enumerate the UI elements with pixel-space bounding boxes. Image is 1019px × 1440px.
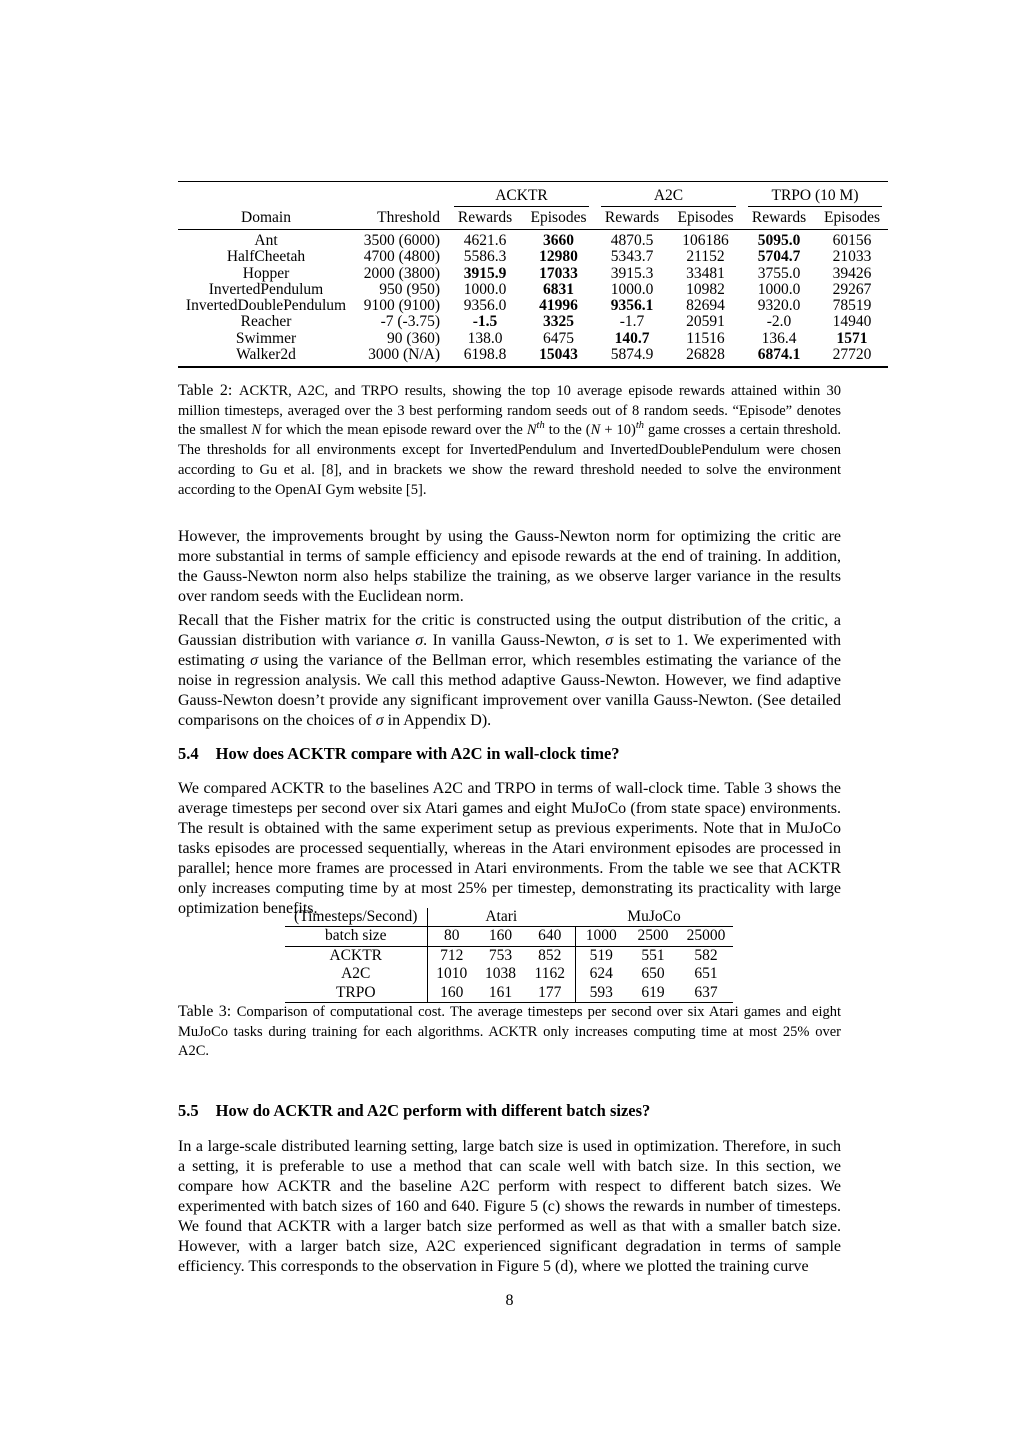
table2-group-cell xyxy=(448,182,595,208)
table2-value-cell: 12980 xyxy=(539,249,578,266)
text-segment: σ xyxy=(375,712,384,729)
table3-value-cell: 650 xyxy=(641,965,665,983)
table2-column-header: Episodes xyxy=(522,207,595,230)
table3-value-cell: 624 xyxy=(589,965,613,983)
text-segment: Recall that the Fisher matrix for the critic is constructed using the output distribution of the critic, a Gaussian distribution with variance xyxy=(178,612,841,649)
text-segment: Comparison of computational cost. The average timesteps per second over six Atari games and eight MuJoCo tasks during training for each algorithms. ACKTR only increases computing time at most 25% over A2C. xyxy=(178,1004,842,1060)
section-5-4-title: How does ACKTR compare with A2C in wall-clock time? xyxy=(215,744,620,763)
table2-domain-cell: Hopper xyxy=(242,265,290,282)
table3-corner-label: (Timesteps/Second) xyxy=(285,908,427,927)
table2-value-cell: 6831 xyxy=(543,281,574,298)
table2-value-cell: 14940 xyxy=(832,314,872,331)
table3-batch-label: batch size xyxy=(285,927,427,946)
table2-value-cell: 6475 xyxy=(543,330,574,347)
table2-value-cell: 90 (360) xyxy=(387,330,440,347)
table2-row xyxy=(178,347,888,367)
paragraph-batch-sizes: In a large-scale distributed learning setting, large batch size is used in optimization. Therefore, in such a setting, it is preferable to use a method that can scale well with batch size. In this section, we compare how ACKTR and the baseline A2C perform with respect to different batch sizes. We experimented with batch sizes of 160 and 640. Figure 5 (c) shows the rewards in number of timesteps. We found that ACKTR with a larger batch size performed as well as that with a smaller batch size. However, with a larger batch size, A2C experienced significant degradation in terms of sample efficiency. This corresponds to the observation in Figure 5 (d), where we plotted the training curve xyxy=(178,1138,841,1275)
text-segment: σ xyxy=(415,632,424,649)
table2-column-header: Episodes xyxy=(816,207,888,230)
table2-value-cell: 106186 xyxy=(682,232,729,249)
table3-value-cell: 1010 xyxy=(436,965,468,983)
table2-domain-cell: HalfCheetah xyxy=(226,249,306,266)
section-5-5-number: 5.5 xyxy=(178,1101,199,1120)
section-5-4-number: 5.4 xyxy=(178,744,199,763)
table2-value-cell: 10982 xyxy=(686,281,725,298)
table2-row xyxy=(178,298,888,314)
table2-header-row xyxy=(178,207,888,230)
table3-head xyxy=(285,908,733,946)
table2-row xyxy=(178,331,888,347)
table3-value-cell: 619 xyxy=(641,983,665,1001)
table2-value-cell: 17033 xyxy=(539,265,578,282)
table2-column-header: Rewards xyxy=(595,207,669,230)
table2-value-cell: 5586.3 xyxy=(463,249,507,266)
text-segment: ACKTR, A2C, and TRPO results, showing the top 10 average episode rewards attained within 30 million timesteps, averaged over the 3 best performing random seeds out of 8 random seeds. “Episode” denotes the smallest xyxy=(178,383,841,439)
table3-value-cell: 551 xyxy=(641,946,665,964)
table3 xyxy=(285,908,733,1003)
table2-group-cell xyxy=(595,182,742,208)
table2-value-cell: -1.5 xyxy=(472,314,498,331)
table2-value-cell: 4870.5 xyxy=(610,232,654,249)
table3-algorithm-label: A2C xyxy=(285,965,427,983)
text-segment: . In vanilla Gauss-Newton, xyxy=(423,632,606,649)
table2-value-cell: 11516 xyxy=(686,330,725,347)
table2-group-spacer xyxy=(178,182,448,208)
text-segment: Table 3: xyxy=(178,1003,237,1020)
table2-value-cell: 6198.8 xyxy=(463,347,507,364)
table2-value-cell: 20591 xyxy=(686,314,725,331)
table2-column-header: Threshold xyxy=(354,207,448,230)
text-segment: Table 2: xyxy=(178,382,239,399)
section-5-4-heading xyxy=(178,744,841,764)
table2-value-cell: 3755.0 xyxy=(757,265,801,282)
table2-column-header: Rewards xyxy=(742,207,816,230)
table3-value-cell: 852 xyxy=(525,946,575,965)
table3-group-row xyxy=(285,908,733,927)
table2-row xyxy=(178,249,888,265)
table2-row xyxy=(178,314,888,330)
table2-value-cell: 3000 (N/A) xyxy=(368,347,440,364)
table2-column-header: Domain xyxy=(178,207,354,230)
text-segment: N xyxy=(251,422,261,439)
table2-group-cell xyxy=(742,182,888,208)
text-segment: + 10) xyxy=(600,422,636,439)
table2-value-cell: 1571 xyxy=(836,330,868,347)
table2-column-header: Rewards xyxy=(448,207,522,230)
table2-value-cell: 9356.1 xyxy=(610,298,654,315)
table2-value-cell: 9356.0 xyxy=(463,298,507,315)
section-5-5-heading xyxy=(178,1101,841,1121)
table3-value-cell: 712 xyxy=(440,946,464,964)
table2-domain-cell: Swimmer xyxy=(235,330,297,347)
table2-value-cell: 33481 xyxy=(686,265,725,282)
table2-value-cell: 9100 (9100) xyxy=(363,298,440,315)
table2 xyxy=(178,181,888,368)
paragraph-wall-clock: We compared ACKTR to the baselines A2C and TRPO in terms of wall-clock time. Table 3 shows the average timesteps per second over six Atari games and eight MuJoCo (from state space) environments. The result is obtained with the same experiment setup as previous experiments. Note that in MuJoCo tasks episodes are processed sequentially, whereas in the Atari environment episodes are processed in parallel; hence more frames are processed in Atari environments. From the table we see that ACKTR only increases computing time by at most 25% per timestep, demonstrating its practicality with large optimization benefits. xyxy=(178,780,841,917)
table2-value-cell: 6874.1 xyxy=(757,347,801,364)
table3-row xyxy=(285,984,733,1003)
table2-group-row xyxy=(178,182,888,208)
table3-value-cell: 582 xyxy=(694,946,718,964)
table3-value-cell: 161 xyxy=(488,983,513,1001)
table2-value-cell: 3915.3 xyxy=(610,265,654,282)
table3-group-label: Atari xyxy=(427,908,575,927)
table2-value-cell: 3325 xyxy=(543,314,574,331)
table2-value-cell: 3660 xyxy=(543,232,574,249)
page-number: 8 xyxy=(505,1292,514,1309)
table3-value-cell: 637 xyxy=(694,983,718,1001)
table3-value-cell: 160 xyxy=(440,983,464,1001)
table2-row xyxy=(178,230,888,250)
table2-value-cell: 950 (950) xyxy=(379,281,440,298)
table2-value-cell: 21033 xyxy=(832,249,872,266)
table3-value-cell: 1038 xyxy=(485,965,516,983)
table2-value-cell: 140.7 xyxy=(614,330,650,347)
table3-batch-value: 640 xyxy=(525,927,575,946)
table2-value-cell: 39426 xyxy=(832,265,872,282)
table2-value-cell: 136.4 xyxy=(761,330,797,347)
table2-value-cell: 3500 (6000) xyxy=(363,232,440,249)
table3-row xyxy=(285,946,733,965)
text-segment: th xyxy=(536,420,545,432)
table3-batch-value: 80 xyxy=(427,927,476,946)
text-segment: is set to 1. We experimented with estimating xyxy=(178,632,841,669)
table3-batch-value: 160 xyxy=(476,927,525,946)
table3-value-cell: 753 xyxy=(488,946,513,964)
table2-body xyxy=(178,230,888,368)
table2-domain-cell: Ant xyxy=(254,232,278,249)
table3-value-cell: 519 xyxy=(589,946,613,964)
table3-row xyxy=(285,965,733,983)
table2-caption xyxy=(178,381,841,500)
table3-batch-row xyxy=(285,927,733,946)
table2-value-cell: 4700 (4800) xyxy=(363,249,440,266)
table2-domain-cell: InvertedPendulum xyxy=(208,281,324,298)
text-segment: to the ( xyxy=(544,422,591,439)
table3-value-cell: 1162 xyxy=(525,965,575,983)
table2-value-cell: 5874.9 xyxy=(610,347,654,364)
table2-value-cell: 29267 xyxy=(832,281,872,298)
table2-value-cell: 3915.9 xyxy=(463,265,507,282)
table2-value-cell: 15043 xyxy=(539,347,578,364)
table3-caption xyxy=(178,1002,841,1062)
table2-value-cell: -2.0 xyxy=(766,314,792,331)
table2-value-cell: -1.7 xyxy=(619,314,645,331)
text-segment: N xyxy=(526,422,537,439)
table2-value-cell: 138.0 xyxy=(467,330,503,347)
text-segment: for which the mean episode reward over the xyxy=(261,422,527,439)
table3-group-label: MuJoCo xyxy=(575,908,733,927)
table2-value-cell: 5343.7 xyxy=(610,249,654,266)
text-segment: using the variance of the Bellman error, which resembles estimating the variance of the noise in regression analysis. We call this method adaptive Gauss-Newton. However, we find adaptive Gauss-Newton doesn’t provide any significant improvement over vanilla Gauss-Newton. (See detailed comparisons on the choices of xyxy=(178,652,842,729)
table3-batch-value: 2500 xyxy=(627,927,679,946)
section-5-5-title: How do ACKTR and A2C perform with different batch sizes? xyxy=(215,1101,651,1120)
table2-value-cell: 27720 xyxy=(832,347,872,364)
table3-value-cell: 593 xyxy=(589,983,613,1001)
table2-value-cell: 82694 xyxy=(686,298,725,315)
table3-algorithm-label: TRPO xyxy=(285,984,427,1003)
table2-value-cell: 5704.7 xyxy=(757,249,801,266)
table2-value-cell: 26828 xyxy=(686,347,725,364)
table2-group-label: ACKTR xyxy=(454,186,589,207)
table3-body xyxy=(285,946,733,1002)
table2-group-label: TRPO (10 M) xyxy=(748,186,882,207)
table2-value-cell: 1000.0 xyxy=(757,281,801,298)
text-segment: in Appendix D). xyxy=(383,712,492,729)
table2-domain-cell: Walker2d xyxy=(236,347,296,364)
table3-batch-value: 1000 xyxy=(575,927,627,946)
text-segment: σ xyxy=(250,652,259,669)
table2-value-cell: 2000 (3800) xyxy=(363,265,440,282)
table2-value-cell: 21152 xyxy=(686,249,725,266)
text-segment: game crosses a certain threshold. The thresholds for all environments except for InvertedPendulum and InvertedDoublePendulum were chosen according to Gu et al. [8], and in brackets we show the reward threshold needed to solve the environment according to the OpenAI Gym website [5]. xyxy=(178,422,841,498)
table3-value-cell: 177 xyxy=(525,984,575,1003)
text-segment: σ xyxy=(605,632,614,649)
table2-value-cell: 4621.6 xyxy=(463,232,507,249)
table2-value-cell: 60156 xyxy=(832,232,872,249)
table3-value-cell: 651 xyxy=(694,965,718,983)
table3-batch-value: 25000 xyxy=(679,927,733,946)
table2-column-header: Episodes xyxy=(669,207,742,230)
table2-value-cell: 9320.0 xyxy=(757,298,801,315)
table2-group-label: A2C xyxy=(601,186,736,207)
text-segment: N xyxy=(590,422,601,439)
table2-row xyxy=(178,266,888,282)
table2-head xyxy=(178,182,888,230)
table2-value-cell: 41996 xyxy=(539,298,578,315)
paragraph-gauss-newton-norm: However, the improvements brought by using the Gauss-Newton norm for optimizing the critic are more substantial in terms of sample efficiency and episode rewards at the end of training. In addition, the Gauss-Newton norm also helps stabilize the training, as we observe larger variance in the results over random seeds with the Euclidean norm. xyxy=(178,528,841,605)
table2-value-cell: 1000.0 xyxy=(610,281,654,298)
table2-domain-cell: InvertedDoublePendulum xyxy=(185,298,347,315)
table2-value-cell: 78519 xyxy=(832,298,872,315)
table2-value-cell: -7 (-3.75) xyxy=(380,314,440,331)
table2-value-cell: 5095.0 xyxy=(757,232,801,249)
table2-value-cell: 1000.0 xyxy=(463,281,507,298)
table2-domain-cell: Reacher xyxy=(240,314,292,331)
text-segment: th xyxy=(635,420,645,432)
table2-row xyxy=(178,282,888,298)
table3-algorithm-label: ACKTR xyxy=(285,946,427,965)
paragraph-fisher-matrix xyxy=(178,611,841,731)
